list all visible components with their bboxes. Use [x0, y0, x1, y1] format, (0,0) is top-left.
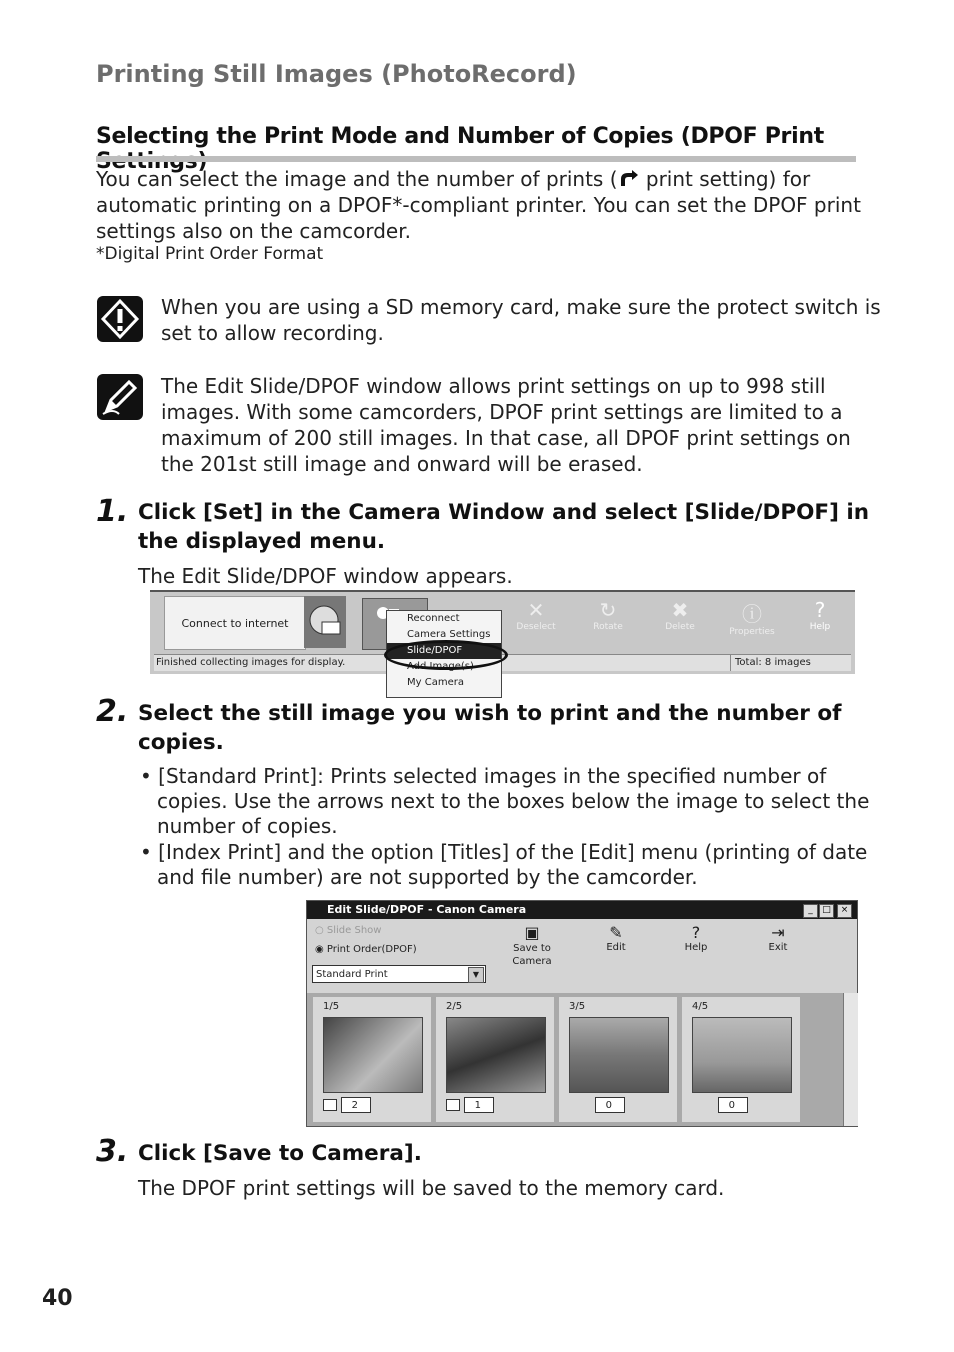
help-button[interactable]: ? Help [671, 923, 721, 953]
window-title: Edit Slide/DPOF - Canon Camera [327, 903, 527, 916]
thumbnail-cell[interactable] [559, 997, 677, 1122]
copies-spinner[interactable]: 1 [464, 1097, 494, 1113]
maximize-icon[interactable]: □ [819, 904, 834, 918]
copies-spinner[interactable]: 2 [341, 1097, 371, 1113]
help-icon: ? [691, 923, 701, 942]
page-number: 40 [42, 1286, 73, 1311]
copies-spinner[interactable]: 0 [595, 1097, 625, 1113]
cow-photo [569, 1017, 669, 1093]
trash-icon: ✖ [671, 598, 689, 622]
giraffe-photo [692, 1017, 792, 1093]
step-number: 2. [96, 694, 129, 729]
save-to-camera-button[interactable]: ▣ Save to Camera [507, 923, 557, 968]
note-text: The Edit Slide/DPOF window allows print settings on up to 998 still images. With some camcorders, DPOF print settings are limited to a maximum of 200 still images. In that case, all DPOF print settings on the 201st still image and onward will be erased. [161, 374, 851, 476]
section-title: Printing Still Images (PhotoRecord) [96, 60, 577, 88]
step-title: Click [Save to Camera]. [138, 1141, 422, 1166]
edit-icon: ✎ [609, 923, 623, 942]
print-order-icon [618, 170, 640, 188]
thumbnail-cell[interactable] [436, 997, 554, 1122]
highlight-oval [384, 640, 508, 670]
tortoise-photo [446, 1017, 546, 1093]
vertical-scrollbar[interactable] [843, 993, 858, 1126]
globe-mail-icon [304, 596, 346, 648]
thumbnail-cell[interactable] [313, 997, 431, 1122]
footnote: *Digital Print Order Format [96, 244, 324, 264]
rotate-button[interactable]: ↻ Rotate [578, 598, 638, 648]
info-icon: ⓘ [742, 602, 762, 626]
select-checkbox[interactable] [446, 1099, 460, 1111]
caution-exclamation-icon [97, 296, 143, 342]
bullet-item: • [Index Print] and the option [Titles] of the [Edit] menu (printing of date and file number) are not supported by the camcorder. [140, 840, 868, 889]
note-pencil-icon [97, 374, 143, 420]
menu-item-camera-settings[interactable]: Camera Settings [407, 629, 491, 640]
save-icon: ▣ [524, 923, 540, 942]
menu-item-add-images[interactable]: Add Image(s) [407, 661, 474, 672]
rotate-icon: ↻ [599, 598, 617, 622]
caution-text: When you are using a SD memory card, make sure the protect switch is set to allow recording. [161, 295, 881, 345]
select-checkbox[interactable] [323, 1099, 337, 1111]
thumbnail-index: 2/5 [446, 1001, 463, 1012]
thumbnail-cell[interactable] [682, 997, 800, 1122]
menu-item-slide-dpof[interactable]: Slide/DPOF [387, 643, 501, 659]
window-titlebar [307, 901, 857, 919]
properties-button[interactable]: ⓘ Properties [722, 598, 782, 648]
status-message: Finished collecting images for display. [156, 657, 346, 668]
minimize-icon[interactable]: _ [803, 904, 818, 918]
step-body: The Edit Slide/DPOF window appears. [138, 564, 513, 588]
deselect-icon: ✕ [527, 598, 545, 622]
connect-internet-button[interactable]: Connect to internet [164, 596, 306, 650]
page-heading: Selecting the Print Mode and Number of Copies (DPOF Print [96, 124, 824, 149]
radio-print-order[interactable]: ◉ Print Order(DPOF) [315, 944, 417, 955]
exit-icon: ⇥ [771, 923, 785, 942]
copies-spinner[interactable]: 0 [718, 1097, 748, 1113]
step-title: Select the still image you wish to print and the number of copies. [138, 701, 842, 755]
edit-slide-dpof-window [306, 900, 858, 1127]
bullet-item: • [Standard Print]: Prints selected images in the specified number of copies. Use the arrows next to the boxes below the image to select the number of copies. [140, 764, 870, 838]
step-body: The DPOF print settings will be saved to the memory card. [138, 1176, 725, 1200]
thumbnail-grid [307, 993, 857, 1126]
deselect-button[interactable]: ✕ Deselect [506, 598, 566, 648]
delete-button[interactable]: ✖ Delete [650, 598, 710, 648]
close-icon[interactable]: × [837, 904, 852, 918]
thumbnail-index: 1/5 [323, 1001, 340, 1012]
menu-item-my-camera[interactable]: My Camera [407, 677, 464, 688]
thumbnail-index: 3/5 [569, 1001, 586, 1012]
parrot-photo [323, 1017, 423, 1093]
step-number: 1. [96, 494, 129, 529]
print-type-select[interactable]: Standard Print ▼ [312, 965, 486, 983]
intro-paragraph: You can select the image and the number of prints ( print setting) for automatic printing on a DPOF*-compliant printer. You can set the DPOF print settings also on the camcorder. [96, 167, 861, 243]
status-total: Total: 8 images [730, 655, 835, 671]
help-icon: ? [814, 598, 826, 622]
radio-slide-show[interactable]: ○ Slide Show [315, 925, 382, 936]
help-button[interactable]: ? Help [790, 598, 850, 648]
chevron-down-icon: ▼ [468, 967, 484, 983]
thumbnail-index: 4/5 [692, 1001, 709, 1012]
step-number: 3. [96, 1134, 129, 1169]
step-title: Click [Set] in the Camera Window and select [Slide/DPOF] in the displayed menu. [138, 500, 870, 554]
heading-rule [96, 156, 856, 162]
camera-window-screenshot [150, 590, 855, 674]
menu-item-reconnect[interactable]: Reconnect [407, 613, 460, 624]
exit-button[interactable]: ⇥ Exit [753, 923, 803, 953]
edit-button[interactable]: ✎ Edit [591, 923, 641, 953]
